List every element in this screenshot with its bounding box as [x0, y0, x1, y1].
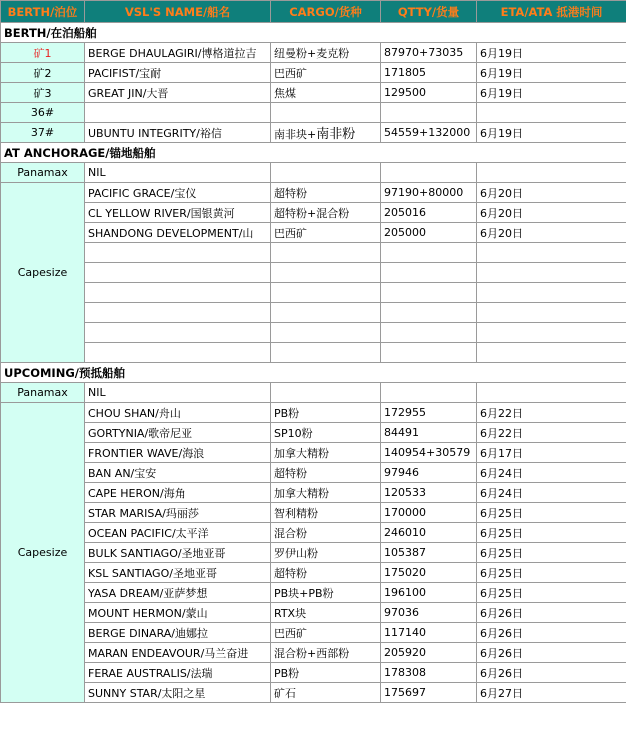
cargo-cell: 巴西矿 [271, 223, 381, 243]
section-title-upcoming: UPCOMING/预抵船舶 [1, 363, 626, 383]
capesize-label: Capesize [1, 403, 85, 703]
qtty-cell: 170000 [381, 503, 477, 523]
vessel-name-cell: FERAE AUSTRALIS/法瑞 [85, 663, 271, 683]
table-row [1, 163, 626, 183]
vessel-name-cell: SHANDONG DEVELOPMENT/山 [85, 223, 271, 243]
table-row [1, 103, 626, 123]
empty-row [1, 243, 626, 263]
cargo-cell: RTX块 [271, 603, 381, 623]
cargo-part-a: 南非块+ [274, 128, 317, 141]
qtty-cell: 175020 [381, 563, 477, 583]
eta-cell: 6月19日 [477, 83, 626, 103]
qtty-cell: 129500 [381, 83, 477, 103]
table-row [1, 443, 626, 463]
vessel-name-cell: SUNNY STAR/太阳之星 [85, 683, 271, 703]
table-row [1, 63, 626, 83]
vessel-name-cell: PACIFIC GRACE/宝仪 [85, 183, 271, 203]
vessel-name-cell: CL YELLOW RIVER/国银黄河 [85, 203, 271, 223]
cargo-cell: 智利精粉 [271, 503, 381, 523]
berth-cell: 矿3 [1, 83, 85, 103]
cargo-cell: 罗伊山粉 [271, 543, 381, 563]
cargo-cell: 超特粉 [271, 183, 381, 203]
eta-cell: 6月19日 [477, 43, 626, 63]
qtty-cell: 97036 [381, 603, 477, 623]
header-row [1, 1, 626, 23]
eta-cell: 6月25日 [477, 523, 626, 543]
panamax-label: Panamax [1, 383, 85, 403]
eta-cell: 6月25日 [477, 563, 626, 583]
vessel-name-cell: YASA DREAM/亚萨梦想 [85, 583, 271, 603]
empty-row [1, 323, 626, 343]
berth-cell: 矿1 [1, 43, 85, 63]
cargo-cell [271, 103, 381, 123]
column-header-berth: BERTH/泊位 [1, 1, 85, 23]
qtty-cell: 54559+132000 [381, 123, 477, 143]
cargo-cell [271, 123, 381, 143]
capesize-label: Capesize [1, 183, 85, 363]
vessel-name-cell: MOUNT HERMON/蒙山 [85, 603, 271, 623]
berth-cell: 37# [1, 123, 85, 143]
column-header-vessel: VSL'S NAME/船名 [85, 1, 271, 23]
eta-cell: 6月19日 [477, 123, 626, 143]
eta-cell: 6月26日 [477, 663, 626, 683]
qtty-cell: 140954+30579 [381, 443, 477, 463]
vessel-name-cell: STAR MARISA/玛丽莎 [85, 503, 271, 523]
qtty-cell: 175697 [381, 683, 477, 703]
section-title-berth: BERTH/在泊船舶 [1, 23, 626, 43]
vessel-name-cell: CAPE HERON/海角 [85, 483, 271, 503]
eta-cell: 6月20日 [477, 223, 626, 243]
qtty-cell: 120533 [381, 483, 477, 503]
cargo-cell: 加拿大精粉 [271, 483, 381, 503]
table-row [1, 663, 626, 683]
qtty-cell: 205000 [381, 223, 477, 243]
qtty-cell: 178308 [381, 663, 477, 683]
section-title-anchorage: AT ANCHORAGE/锚地船舶 [1, 143, 626, 163]
table-row [1, 403, 626, 423]
qtty-cell: 196100 [381, 583, 477, 603]
eta-cell [477, 103, 626, 123]
cargo-cell: PB粉 [271, 663, 381, 683]
cargo-cell: 巴西矿 [271, 63, 381, 83]
table-row [1, 583, 626, 603]
column-header-cargo: CARGO/货种 [271, 1, 381, 23]
eta-cell: 6月25日 [477, 543, 626, 563]
berth-cell: 矿2 [1, 63, 85, 83]
vessel-name-cell: KSL SANTIAGO/圣地亚哥 [85, 563, 271, 583]
table-row [1, 383, 626, 403]
table-row [1, 123, 626, 143]
cargo-cell: 矿石 [271, 683, 381, 703]
table-row [1, 83, 626, 103]
empty-row [1, 343, 626, 363]
qtty-cell: 205920 [381, 643, 477, 663]
panamax-value: NIL [85, 163, 271, 183]
section-row-upcoming [1, 363, 626, 383]
vessel-name-cell: UBUNTU INTEGRITY/裕信 [85, 123, 271, 143]
qtty-cell: 87970+73035 [381, 43, 477, 63]
cargo-cell: PB粉 [271, 403, 381, 423]
cargo-cell: 混合粉 [271, 523, 381, 543]
eta-cell: 6月24日 [477, 483, 626, 503]
column-header-eta: ETA/ATA 抵港时间 [477, 1, 626, 23]
eta-cell: 6月24日 [477, 463, 626, 483]
vessel-name-cell: GORTYNIA/歌帝尼亚 [85, 423, 271, 443]
table-row [1, 463, 626, 483]
cargo-cell: 焦煤 [271, 83, 381, 103]
cargo-cell: SP10粉 [271, 423, 381, 443]
qtty-cell: 172955 [381, 403, 477, 423]
section-row-berth [1, 23, 626, 43]
table-row [1, 643, 626, 663]
eta-cell: 6月26日 [477, 643, 626, 663]
qtty-cell: 97946 [381, 463, 477, 483]
vessel-name-cell: BERGE DINARA/迪娜拉 [85, 623, 271, 643]
cargo-cell: 加拿大精粉 [271, 443, 381, 463]
empty-row [1, 303, 626, 323]
vessel-name-cell: GREAT JIN/大晋 [85, 83, 271, 103]
qtty-cell: 97190+80000 [381, 183, 477, 203]
table-row [1, 183, 626, 203]
vessel-name-cell: BULK SANTIAGO/圣地亚哥 [85, 543, 271, 563]
table-row [1, 203, 626, 223]
table-row [1, 483, 626, 503]
qtty-cell: 84491 [381, 423, 477, 443]
table-row [1, 543, 626, 563]
qtty-cell: 171805 [381, 63, 477, 83]
qtty-cell [381, 103, 477, 123]
eta-cell: 6月26日 [477, 603, 626, 623]
berth-cell: 36# [1, 103, 85, 123]
vessel-name-cell: BERGE DHAULAGIRI/博格道拉吉 [85, 43, 271, 63]
eta-cell: 6月22日 [477, 423, 626, 443]
table-row [1, 563, 626, 583]
empty-row [1, 263, 626, 283]
cargo-cell: 纽曼粉+麦克粉 [271, 43, 381, 63]
eta-cell: 6月25日 [477, 583, 626, 603]
table-row [1, 223, 626, 243]
table-row [1, 683, 626, 703]
panamax-value: NIL [85, 383, 271, 403]
cargo-cell: 混合粉+西部粉 [271, 643, 381, 663]
column-header-qtty: QTTY/货量 [381, 1, 477, 23]
cargo-cell: PB块+PB粉 [271, 583, 381, 603]
cargo-part-b: 南非粉 [316, 127, 356, 142]
cargo-cell: 超特粉 [271, 463, 381, 483]
eta-cell: 6月27日 [477, 683, 626, 703]
cargo-cell: 巴西矿 [271, 623, 381, 643]
vessel-name-cell [85, 103, 271, 123]
table-row [1, 603, 626, 623]
cargo-cell: 超特粉+混合粉 [271, 203, 381, 223]
vessel-name-cell: MARAN ENDEAVOUR/马兰奋进 [85, 643, 271, 663]
eta-cell: 6月22日 [477, 403, 626, 423]
section-row-anchorage [1, 143, 626, 163]
panamax-label: Panamax [1, 163, 85, 183]
empty-row [1, 283, 626, 303]
eta-cell: 6月25日 [477, 503, 626, 523]
eta-cell: 6月26日 [477, 623, 626, 643]
table-row [1, 43, 626, 63]
qtty-cell: 246010 [381, 523, 477, 543]
table-row [1, 523, 626, 543]
qtty-cell: 205016 [381, 203, 477, 223]
table-row [1, 623, 626, 643]
vessel-name-cell: FRONTIER WAVE/海浪 [85, 443, 271, 463]
table-row [1, 503, 626, 523]
eta-cell: 6月20日 [477, 203, 626, 223]
qtty-cell: 117140 [381, 623, 477, 643]
vessel-name-cell: CHOU SHAN/舟山 [85, 403, 271, 423]
eta-cell: 6月20日 [477, 183, 626, 203]
qtty-cell: 105387 [381, 543, 477, 563]
vessel-name-cell: PACIFIST/宝耐 [85, 63, 271, 83]
table-row [1, 423, 626, 443]
vessel-name-cell: BAN AN/宝安 [85, 463, 271, 483]
eta-cell: 6月17日 [477, 443, 626, 463]
cargo-cell: 超特粉 [271, 563, 381, 583]
vessel-name-cell: OCEAN PACIFIC/太平洋 [85, 523, 271, 543]
eta-cell: 6月19日 [477, 63, 626, 83]
